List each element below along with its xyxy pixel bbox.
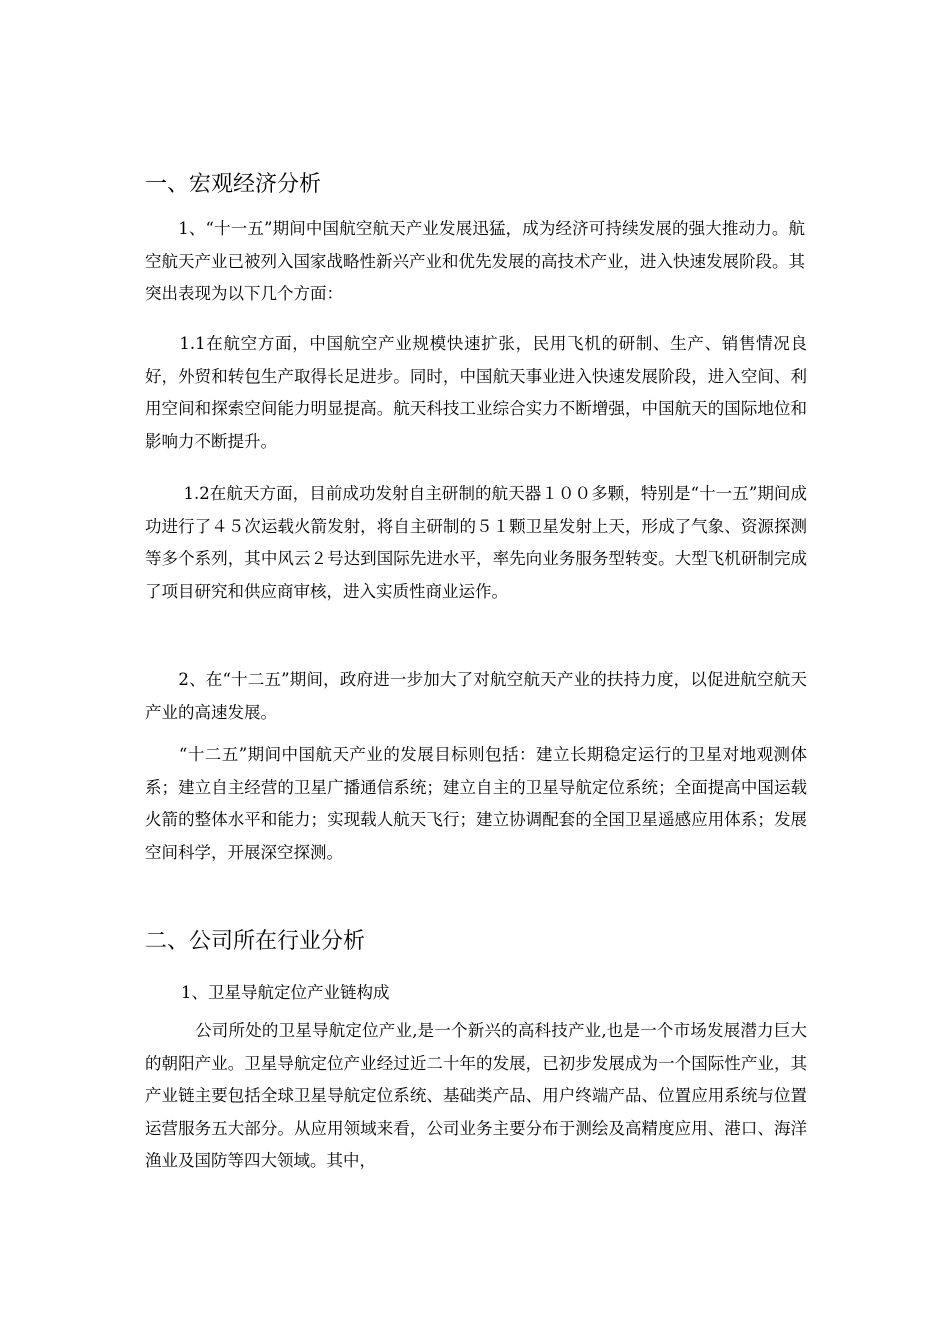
paragraph-industry-chain: 公司所处的卫星导航定位产业,是一个新兴的高科技产业,也是一个市场发展潜力巨大的朝阳产业。卫星导航定位产业经过近二十年的发展，已初步发展成为一个国际性产业，其产业链主要包括全球卫星导航定位系统、基础类产品、用户终端产品、位置应用系统与位置运营服务五大部分。从应用领域来看，公司业务主要分布于测绘及高精度应用、港口、海洋渔业及国防等四大领域。其中， [145, 1021, 807, 1170]
paragraph-1-2: 1.2在航天方面，目前成功发射自主研制的航天器１００多颗，特别是“十一五”期间成功进行了４５次运载火箭发射，将自主研制的５１颗卫星发射上天，形成了气象、资源探测等多个系列，其中风云２号达到国际先进水平，率先向业务服务型转变。大型飞机研制完成了项目研究和供应商审核，进入实质性商业运作。 [145, 484, 807, 601]
section-heading-industry: 二、公司所在行业分析 [145, 929, 366, 954]
section-heading-macroeconomic: 一、宏观经济分析 [145, 172, 322, 197]
paragraph-1: 1、“十一五”期间中国航空航天产业发展迅猛，成为经济可持续发展的强大推动力。航空航天产业已被列入国家战略性新兴产业和优先发展的高技术产业，进入快速发展阶段。其突出表现为以下几个方面： [145, 219, 805, 303]
paragraph-1-1: 1.1在航空方面，中国航空产业规模快速扩张，民用飞机的研制、生产、销售情况良好，外贸和转包生产取得长足进步。同时，中国航天事业进入快速发展阶段，进入空间、利用空间和探索空间能力明显提高。航天科技工业综合实力不断增强，中国航天的国际地位和影响力不断提升。 [145, 334, 807, 451]
paragraph-2: 2、在“十二五”期间，政府进一步加大了对航空航天产业的扶持力度，以促进航空航天产业的高速发展。 [145, 670, 807, 722]
subheading-industry-chain: 1、卫星导航定位产业链构成 [181, 983, 390, 1002]
paragraph-goals: “十二五”期间中国航天产业的发展目标则包括：建立长期稳定运行的卫星对地观测体系；建立自主经营的卫星广播通信系统；建立自主的卫星导航定位系统；全面提高中国运载火箭的整体水平和能力；实现载人航天飞行；建立协调配套的全国卫星遥感应用体系；发展空间科学，开展深空探测。 [145, 745, 807, 862]
